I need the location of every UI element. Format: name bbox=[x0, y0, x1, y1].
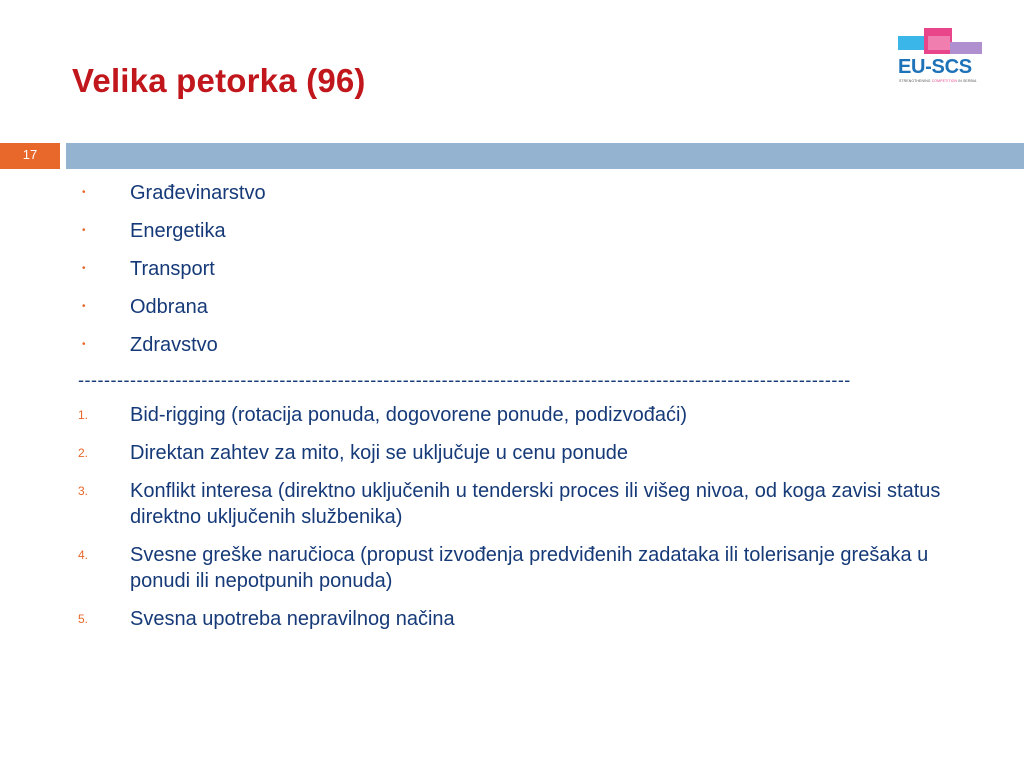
list-item: 5. Svesna upotreba nepravilnog načina bbox=[78, 608, 455, 630]
list-item: 3. Konflikt interesa (direktno uključenih u tenderski proces ili višeg nivoa, od koga zavisi status direktno uključenih službenika) bbox=[78, 480, 941, 528]
list-item: • Odbrana bbox=[82, 296, 208, 318]
sector-list bbox=[74, 180, 974, 358]
bullet-icon: • bbox=[82, 225, 86, 236]
bullet-icon: • bbox=[82, 263, 86, 274]
list-item: • Građevinarstvo bbox=[82, 182, 266, 204]
list-item: • Transport bbox=[82, 258, 215, 280]
logo-text: EU-SCS bbox=[898, 56, 972, 78]
list-item: • Zdravstvo bbox=[82, 334, 218, 356]
eu-scs-logo bbox=[898, 28, 982, 86]
bullet-icon: • bbox=[82, 301, 86, 312]
bullet-icon: • bbox=[82, 339, 86, 350]
header-divider-bar bbox=[66, 143, 1024, 169]
slide-number-badge: 17 bbox=[0, 143, 60, 169]
list-number: 3. bbox=[78, 484, 89, 498]
dashed-separator: ----------------------------------------------------------------------------------------------------------------------- bbox=[78, 370, 851, 390]
list-item: • Energetika bbox=[82, 220, 226, 242]
bullet-icon: • bbox=[82, 187, 86, 198]
slide-content bbox=[74, 180, 974, 644]
logo-color-blocks-icon bbox=[898, 28, 982, 56]
list-item: 1. Bid-rigging (rotacija ponuda, dogovorene ponude, podizvođaći) bbox=[78, 404, 688, 426]
list-number: 1. bbox=[78, 408, 89, 422]
list-number: 4. bbox=[78, 548, 89, 562]
list-item: 2. Direktan zahtev za mito, koji se uključuje u cenu ponude bbox=[78, 442, 629, 464]
list-number: 5. bbox=[78, 612, 89, 626]
scheme-list bbox=[74, 402, 974, 632]
slide-title: Velika petorka (96) bbox=[72, 62, 366, 99]
list-number: 2. bbox=[78, 446, 89, 460]
logo-tagline: STRENGTHENING COMPETITION IN SERBIA bbox=[899, 79, 977, 83]
list-item: 4. Svesne greške naručioca (propust izvođenja predviđenih zadataka ili tolerisanje grešaka u ponudi ili nepotpunih ponuda) bbox=[78, 544, 929, 592]
